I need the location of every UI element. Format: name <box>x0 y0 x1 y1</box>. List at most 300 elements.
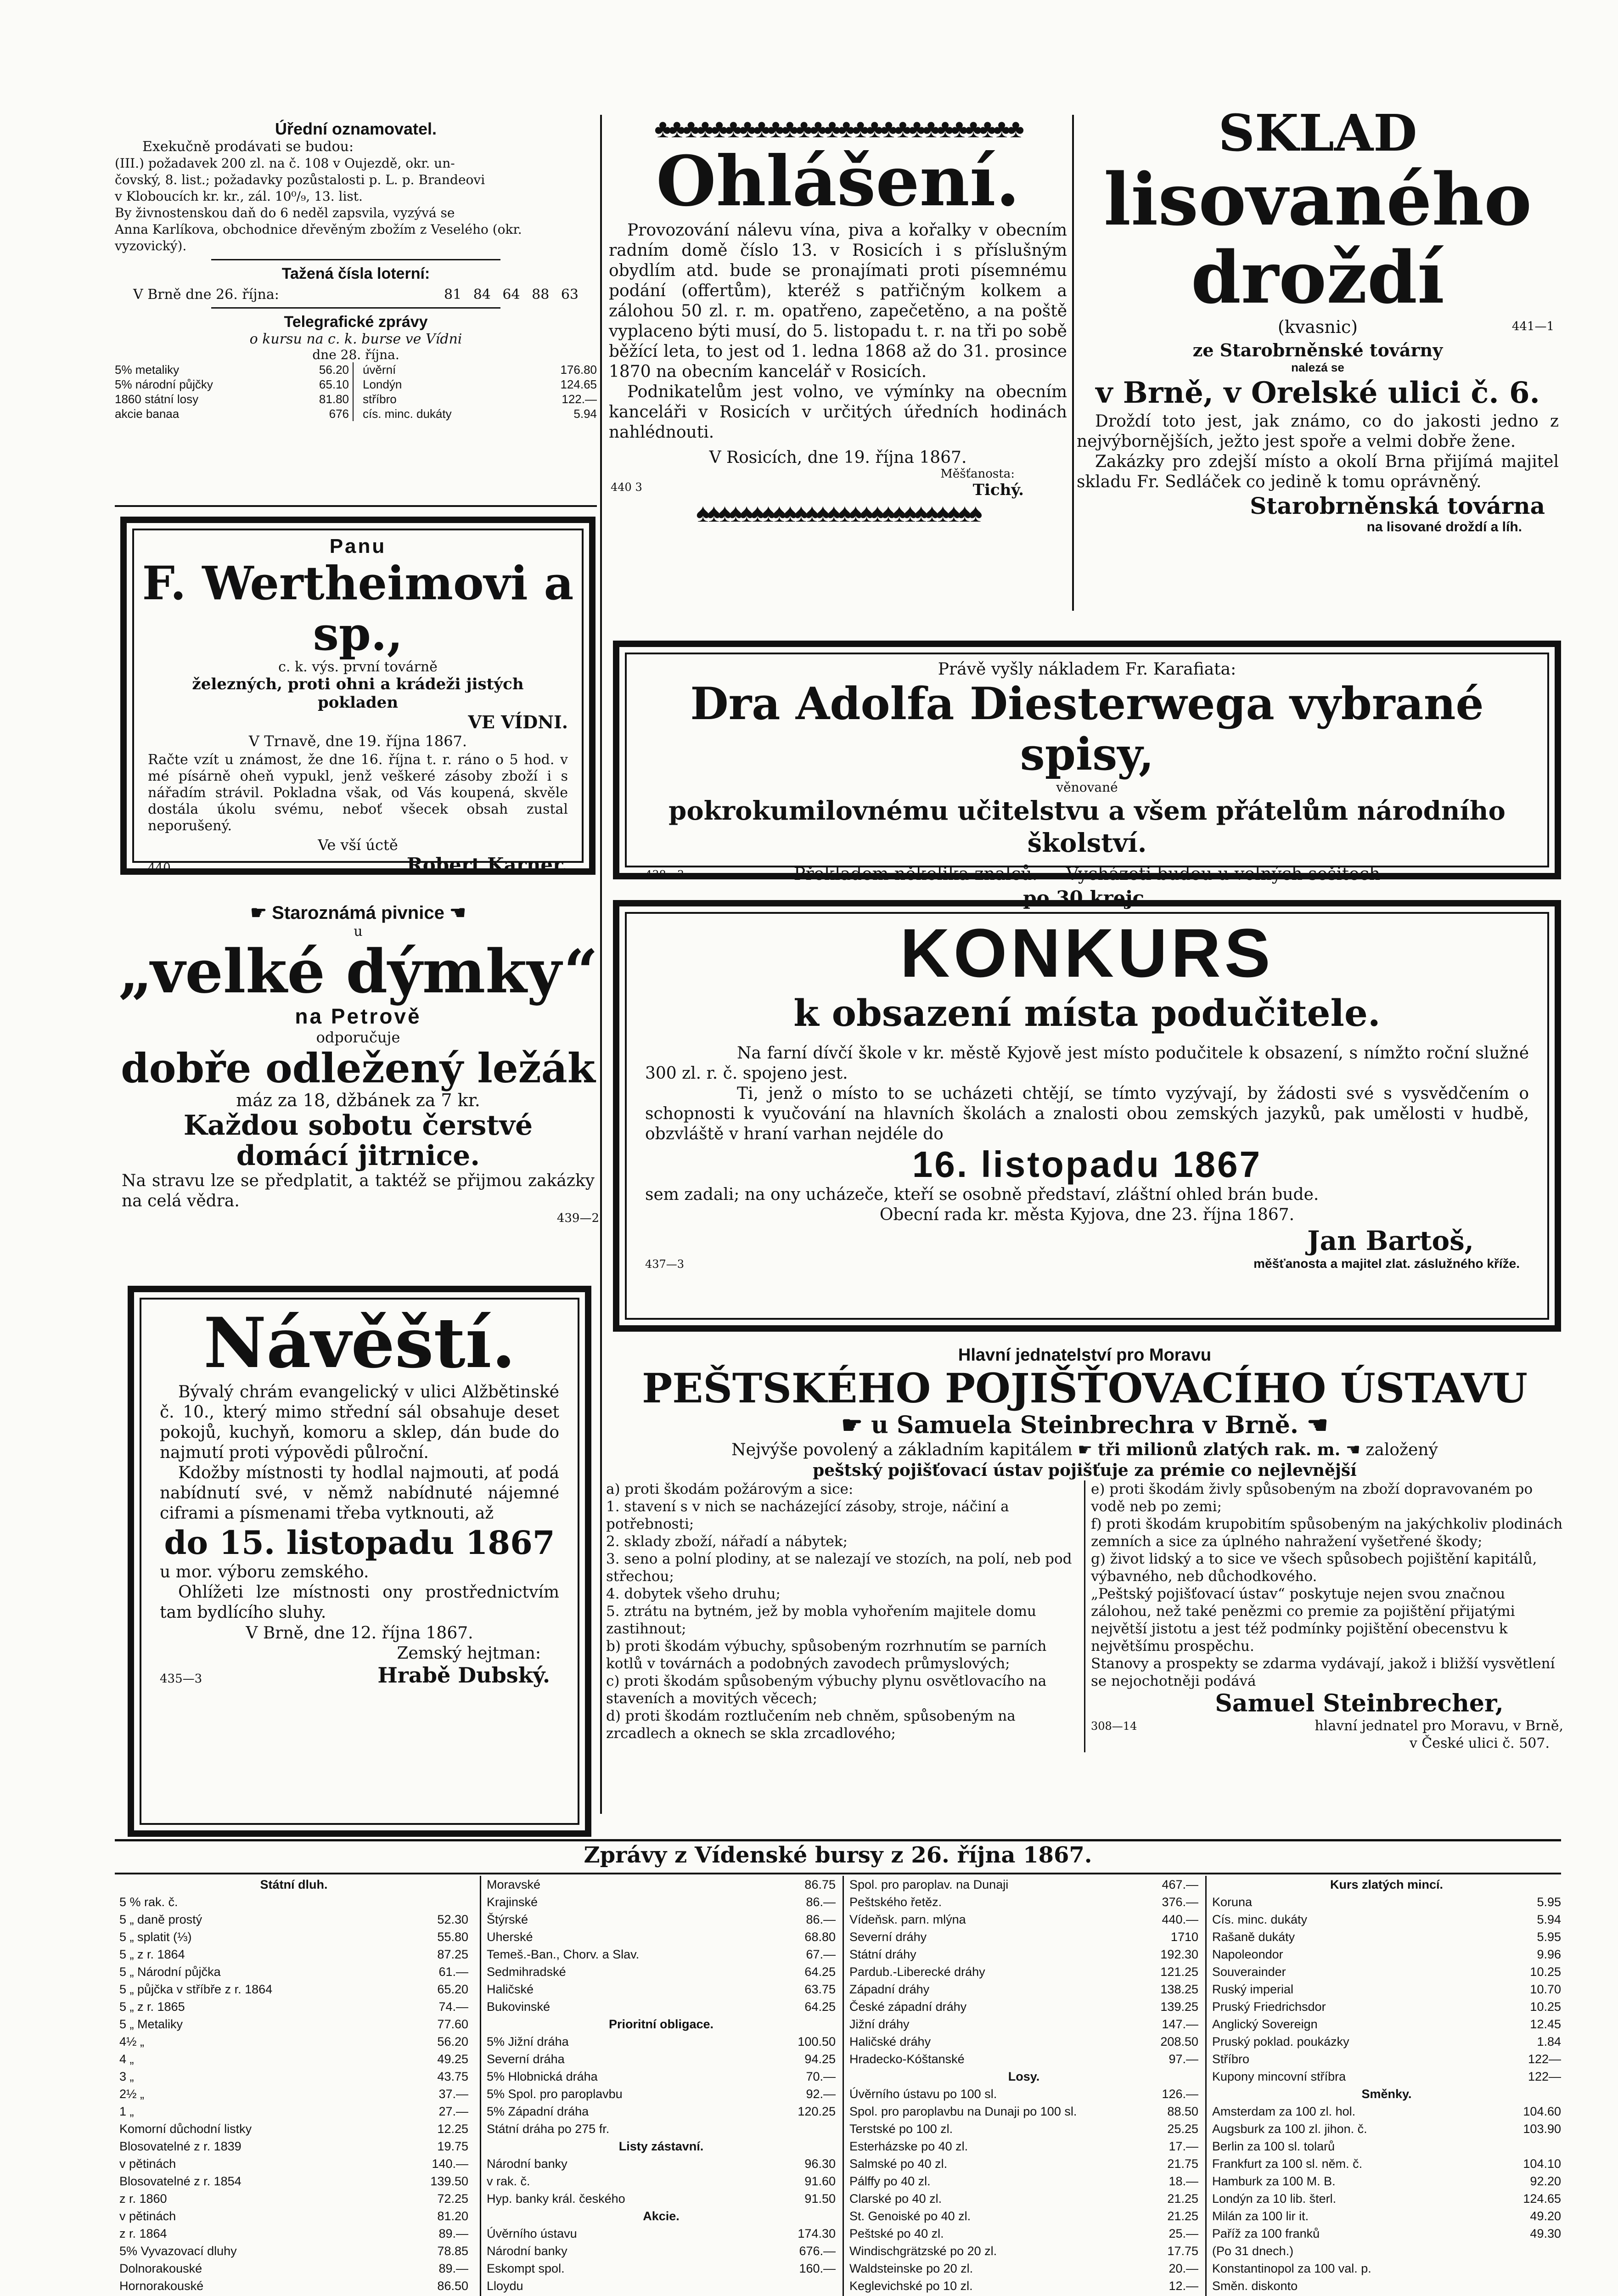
bursa-value: 96.30 <box>804 2157 836 2171</box>
bursa-label: Státní dráha po 275 fr. <box>487 2122 610 2136</box>
bursa-row <box>849 1893 1198 1911</box>
bursa-value: 64.25 <box>804 2000 836 2014</box>
bursa-label: Pruský Friedrichsdor <box>1212 2000 1326 2014</box>
telegraph-label: 1860 státní losy <box>115 392 199 406</box>
bursa-value: 1.84 <box>1537 2035 1561 2048</box>
bursa-label: Spol. pro paroplavbu na Dunaji po 100 sl. <box>849 2105 1077 2118</box>
pest-left-item: a) proti škodám požárovým a sice: <box>606 1481 854 1497</box>
bursa-label: Bukovinské <box>487 2000 551 2014</box>
pivnice-u: u <box>354 923 363 940</box>
telegraph-row <box>363 392 597 406</box>
bursa-row <box>119 2260 468 2277</box>
bursa-label: v pětinách <box>119 2157 176 2171</box>
bursa-row <box>487 2190 836 2207</box>
bursa-value: 376.— <box>1162 1895 1198 1909</box>
bursa-row <box>487 2050 836 2068</box>
bursa-row <box>487 1963 836 1981</box>
bursa-value: 92.— <box>806 2087 836 2101</box>
bursa-title: Zprávy z Vídenské bursy z 26. října 1867. <box>584 1842 1092 1868</box>
bursa-label: 5 „ daně prostý <box>119 1913 202 1926</box>
bursa-value: 86.— <box>806 1895 836 1909</box>
bursa-value: 49.25 <box>437 2052 468 2066</box>
bursa-value: 21.25 <box>1167 2209 1198 2223</box>
konkurs-signature-title: měšťanosta a majitel zlat. záslužného kříže. <box>1253 1256 1520 1271</box>
telegraph-row <box>363 362 597 377</box>
pest-right-item: f) proti škodám krupobitím spůsobeným na jakýchkoliv plodinách zemních a sice za úplného nahražení vyšetřené škody; <box>1091 1516 1563 1550</box>
telegraph-date: dne 28. října. <box>312 347 399 362</box>
bursa-value: 440.— <box>1162 1913 1198 1926</box>
bursa-label: Kupony mincovní stříbra <box>1212 2070 1346 2083</box>
bursa-value: 56.20 <box>437 2035 468 2048</box>
konkurs-date: Obecní rada kr. města Kyjova, dne 23. října 1867. <box>879 1205 1295 1224</box>
sklad-body2: Zakázky pro zdejší místo a okolí Brna přijímá majitel skladu Fr. Sedláček co jedině k tomu oprávněný. <box>1077 452 1559 491</box>
bursa-label: Koruna <box>1212 1895 1253 1909</box>
bursa-row <box>1212 2120 1561 2138</box>
bursa-row <box>119 2242 468 2260</box>
bursa-row <box>119 1893 468 1911</box>
bursa-value: 192.30 <box>1160 1947 1198 1961</box>
bursa-value: 19.75 <box>437 2139 468 2153</box>
official-notices <box>115 119 597 421</box>
bursa-row <box>849 1946 1198 1963</box>
bursa-value: 37.— <box>438 2087 468 2101</box>
bursa-label: 5 „ z r. 1864 <box>119 1947 185 1961</box>
bursa-label: Západní dráhy <box>849 1982 930 1996</box>
bursa-row <box>849 2085 1198 2103</box>
bursa-value: 64.25 <box>804 1965 836 1979</box>
bursa-state-debt-head: Státní dluh. <box>260 1878 328 1891</box>
telegraph-value: 81.80 <box>319 392 349 406</box>
bursa-label: v rak. č. <box>487 2174 530 2188</box>
pest-left-item: 5. ztrátu na bytném, jež by mobla vyhořením majitele domu zastihnout; <box>606 1603 1036 1637</box>
bursa-label: Londýn za 10 lib. šterl. <box>1212 2192 1337 2206</box>
telegraph-label: úvěrní <box>363 363 396 377</box>
bursa-label: Haličské dráhy <box>849 2035 931 2048</box>
bursa-row <box>487 2120 836 2138</box>
pointing-hand-right-icon: ☛ <box>250 903 272 923</box>
bursa-label: České západní dráhy <box>849 2000 967 2014</box>
bursa-value: 81.20 <box>437 2209 468 2223</box>
bursa-label: Windischgrätzské po 20 zl. <box>849 2244 997 2258</box>
pivnice-ad <box>117 902 599 1225</box>
bursa-row <box>487 2155 836 2172</box>
bursa-label: Severní dráha <box>487 2052 565 2066</box>
bursa-label: 5% Hlobnická dráha <box>487 2070 598 2083</box>
diesterweg-info: Překladem několika znalců. — Vycházeti budou u volných sešitech <box>793 864 1381 884</box>
bursa-label: (Po 31 dnech.) <box>1212 2244 1294 2258</box>
navesti-date-big: do 15. listopadu 1867 <box>164 1524 555 1562</box>
bursa-value: 21.25 <box>1167 2192 1198 2206</box>
bursa-row <box>119 2050 468 2068</box>
bursa-value: 86.— <box>806 1913 836 1926</box>
diesterweg-dedication: pokrokumilovnému učitelstvu a všem přátelům národního školství. <box>669 796 1506 858</box>
bursa-label: Sedmihradské <box>487 1965 566 1979</box>
bursa-row <box>119 2225 468 2242</box>
bursa-row <box>849 2207 1198 2225</box>
bursa-label: Spol. pro paroplav. na Dunaji <box>849 1878 1009 1891</box>
wertheim-panu: Panu <box>329 535 387 557</box>
telegraph-value: 176.80 <box>560 363 597 377</box>
konkurs-date-big: 16. listopadu 1867 <box>912 1144 1262 1185</box>
bursa-row <box>487 1998 836 2015</box>
navesti-body3: u mor. výboru zemského. <box>160 1563 369 1581</box>
bursa-label: Vídeňsk. parn. mlýna <box>849 1913 966 1926</box>
ohlaseni-office: Měšťanosta: <box>940 467 1015 481</box>
pest-left-item: c) proti škodám spůsobeným výbuchy plynu osvětlovacího na staveních a movitých věcech; <box>606 1673 1047 1707</box>
bursa-value: 17.75 <box>1167 2244 1198 2258</box>
pivnice-recommends: odporučuje <box>316 1029 400 1046</box>
sklad-l3: droždí <box>1191 236 1445 320</box>
bursa-row <box>1212 2225 1561 2242</box>
bursa-label: Úvěrního ústavu <box>487 2227 577 2240</box>
telegraph-row <box>363 406 597 421</box>
bursa-label: 5 „ Metaliky <box>119 2017 183 2031</box>
bursa-label: St. Genoiské po 40 zl. <box>849 2209 971 2223</box>
bursa-value: 676.— <box>799 2244 836 2258</box>
bursa-value: 140.— <box>432 2157 468 2171</box>
bursa-row <box>1212 1963 1561 1981</box>
bursa-row <box>487 1876 836 1893</box>
konkurs-body3: sem zadali; na ony ucházeče, kteří se osobně představí, zláštní ohled brán bude. <box>645 1185 1319 1204</box>
bursa-label: Hornorakouské <box>119 2279 204 2293</box>
ohlaseni-notice <box>606 115 1070 625</box>
pest-right-item: g) život lidský a to sice ve všech spůsobech pojištění kapitálů, výbavného, neb důchodkového. <box>1091 1551 1537 1585</box>
bursa-row <box>119 1928 468 1946</box>
bursa-label: 5 „ Národní půjčka <box>119 1965 221 1979</box>
bursa-label: Terstské po 100 zl. <box>849 2122 953 2136</box>
pest-left-column <box>606 1480 1085 1752</box>
bursa-label: 5 % rak. č. <box>119 1895 178 1909</box>
diesterweg-title: Dra Adolfa Diesterwega vybrané spisy, <box>690 678 1484 780</box>
bursa-row <box>849 2120 1198 2138</box>
pest-line3a: Nejvýše povolený a základním kapitálem <box>731 1441 1073 1459</box>
bursa-label: Úvěrního ústavu po 100 sl. <box>849 2087 997 2101</box>
navesti-number: 435—3 <box>160 1672 202 1686</box>
bursa-row <box>1212 1911 1561 1928</box>
wertheim-number: 440 <box>148 861 171 875</box>
pest-right-item: e) proti škodám živly spůsobeným na zboží dopravovaném po vodě neb po zemi; <box>1091 1481 1533 1515</box>
bursa-value: 21.75 <box>1167 2157 1198 2171</box>
bursa-value: 1710 <box>1170 1930 1198 1944</box>
diesterweg-price: po 30 krejc. <box>1023 887 1151 909</box>
bursa-row <box>849 1928 1198 1946</box>
bursa-row <box>849 1963 1198 1981</box>
bursa-label: Eskompt spol. <box>487 2262 565 2275</box>
bursa-label: Haličské <box>487 1982 534 1996</box>
bursa-label: Konstantinopol za 100 val. p. <box>1212 2262 1371 2275</box>
bursa-value: 104.60 <box>1523 2105 1561 2118</box>
bursa-value: 12.25 <box>437 2122 468 2136</box>
bursa-row <box>487 2277 836 2295</box>
bursa-row <box>849 2172 1198 2190</box>
bursa-label: 4½ „ <box>119 2035 145 2048</box>
bursa-value: 55.80 <box>437 1930 468 1944</box>
bursa-row <box>119 2277 468 2295</box>
wertheim-city: VE VÍDNI. <box>468 712 568 732</box>
pest-number: 308—14 <box>1091 1720 1137 1733</box>
navesti-body2: Kdožby místnosti ty hodlal najmouti, ať podá nabídnutí své, v němž nabídnuté nájemné ciframi a písmenami třeba vytknouti, až <box>160 1463 559 1523</box>
telegraph-row <box>115 392 349 406</box>
bursa-value: 104.10 <box>1523 2157 1561 2171</box>
pest-right-item: „Peštský pojišťovací ústav“ poskytuje nejen svou značnou zálohou, než také penězmi co premie za pojištění přijatými největší jistotu a jest též podmínky pojištění obecenstvu k největšímu prospěchu. <box>1091 1586 1515 1654</box>
bursa-row <box>1212 1946 1561 1963</box>
bursa-label: Augsburk za 100 zl. jihon. č. <box>1212 2122 1367 2136</box>
bursa-label: 5 „ půjčka v stříbře z r. 1864 <box>119 1982 273 1996</box>
bursa-value: 100.50 <box>798 2035 836 2048</box>
pest-left-item: 1. stavení s v nich se nacházející zásoby, stroje, náčiní a potřebnosti; <box>606 1498 1009 1532</box>
bursa-row <box>849 2277 1198 2295</box>
bursa-value: 91.60 <box>804 2174 836 2188</box>
bursa-value: 70.— <box>806 2070 836 2083</box>
bursa-state-debt <box>119 1876 468 2296</box>
pest-left-item: 4. dobytek všeho druhu; <box>606 1586 781 1602</box>
pivnice-name: „velké dýmky“ <box>118 936 598 1007</box>
telegraph-value: 5.94 <box>573 407 597 421</box>
bursa-value: 147.— <box>1162 2017 1198 2031</box>
bursa-value: 10.25 <box>1530 1965 1561 1979</box>
bursa-value: 72.25 <box>437 2192 468 2206</box>
sklad-l2: lisovaného <box>1103 158 1532 242</box>
pest-signature: Samuel Steinbrecher, <box>1215 1689 1504 1717</box>
telegraph-value: 676 <box>329 407 349 421</box>
bursa-row <box>1212 2138 1561 2155</box>
telegraph-label: cís. minc. dukáty <box>363 407 452 421</box>
wertheim-line2: železných, proti ohni a krádeži jistých <box>192 675 524 693</box>
bursa-label: Dolnorakouské <box>119 2262 202 2275</box>
bursa-row <box>119 2190 468 2207</box>
bursa-row <box>849 2190 1198 2207</box>
bursa-label: Souverainder <box>1212 1965 1286 1979</box>
bursa-row <box>487 2085 836 2103</box>
bursa-row <box>119 1998 468 2015</box>
lottery-place: V Brně dne 26. října: <box>133 287 279 303</box>
bursa-value: 67.— <box>806 1947 836 1961</box>
bursa-value: 467.— <box>1162 1878 1198 1891</box>
bursa-label: Paříž za 100 franků <box>1212 2227 1320 2240</box>
bursa-value: 74.— <box>438 2000 468 2014</box>
pivnice-number: 439—2 <box>556 1211 599 1225</box>
bursa-value: 9.96 <box>1537 1947 1561 1961</box>
telegraph-label: 5% národní půjčky <box>115 377 213 391</box>
bursa-row <box>1212 2068 1561 2085</box>
bursa-value: 5.94 <box>1537 1913 1561 1926</box>
bursa-value: 87.25 <box>437 1947 468 1961</box>
bursa-label: Komorní důchodní listky <box>119 2122 252 2136</box>
official-notices-title: Úřední oznamovatel. <box>275 119 437 138</box>
pest-line1: Hlavní jednatelství pro Moravu <box>958 1345 1212 1365</box>
bursa-label: Anglický Sovereign <box>1212 2017 1318 2031</box>
bursa-row <box>119 2155 468 2172</box>
pointing-hand-left-icon: ☚ <box>1298 1411 1328 1439</box>
telegraph-right-table <box>363 362 597 421</box>
bursa-label: Prioritní obligace. <box>608 2017 714 2031</box>
pest-insurance-ad <box>606 1345 1563 1837</box>
pest-left-item: d) proti škodám roztlučením neb chněm, spůsobeným na zrcadlech a oknech se skla zrcadlového; <box>606 1708 1016 1742</box>
wertheim-body: Račte vzít u známost, že dne 16. října t. r. ráno o 5 hod. v mé písárně oheň vypukl, jenž veškeré zásoby zboží i s nářadím strávil. Pokladna však, od Vás koupená, skvěle dostála úkolu svému, neboť všecek obsah zustal neporušený. <box>148 752 568 834</box>
bursa-row <box>849 2260 1198 2277</box>
bursa-value: 27.— <box>438 2105 468 2118</box>
bursa-row <box>1212 2242 1561 2260</box>
bursa-row <box>1212 2085 1561 2103</box>
bursa-label: Pardub.-Liberecké dráhy <box>849 1965 985 1979</box>
konkurs-signature: Jan Bartoš, <box>1307 1225 1474 1256</box>
navesti-notice <box>128 1286 591 1837</box>
bursa-row <box>119 1963 468 1981</box>
pivnice-title: Staroznámá pivnice <box>272 903 444 923</box>
bursa-value: 86.75 <box>804 1878 836 1891</box>
navesti-office: Zemský hejtman: <box>397 1644 541 1663</box>
bursa-value: 63.75 <box>804 1982 836 1996</box>
bursa-value: 139.25 <box>1160 2000 1198 2014</box>
bursa-row <box>487 1928 836 1946</box>
bursa-value: 139.50 <box>430 2174 468 2188</box>
bursa-value: 10.70 <box>1530 1982 1561 1996</box>
bursa-row <box>1212 1981 1561 1998</box>
ohlaseni-body1: Provozování nálevu vína, piva a kořalky v obecním radním domě číslo 13. v Rosicích i s příslušným obydlím atd. bude se pronajímati proti písemnému podání (offertům), kteréž s patřičným kolkem a zálohou 50 zl. r. m. opatřeno, zapečetěno, a na poště vyplaceno býti musí, do 5. listopadu t. r. na tři po sobě běžící leta, to jest od 1. ledna 1868 až do 31. prosince 1870 na obecním kancelář v Rosicích. <box>609 221 1067 381</box>
bursa-label: Lloydu <box>487 2279 523 2293</box>
bursa-row <box>119 1981 468 1998</box>
bursa-value: 17.— <box>1169 2139 1198 2153</box>
bursa-row <box>1212 2155 1561 2172</box>
wertheim-line1: c. k. výs. první továrně <box>278 659 438 675</box>
bursa-label: Akcie. <box>643 2209 680 2223</box>
bursa-label: Peštské po 40 zl. <box>849 2227 944 2240</box>
konkurs-body1: Na farní dívčí škole v kr. městě Kyjově jest místo podučitele k obsazení, s nímžto roční služné 300 zl. r. č. spojeno jest. <box>645 1044 1529 1083</box>
bursa-row <box>119 2207 468 2225</box>
bursa-label: Napoleondor <box>1212 1947 1283 1961</box>
bursa-row <box>119 2085 468 2103</box>
bursa-label: Štýrské <box>487 1913 528 1926</box>
official-notices-body <box>115 155 597 254</box>
ohlaseni-body2: Podnikatelům jest volno, ve výmínky na obecním kanceláři v Rosicích v určitých úředních hodinách nahlédnouti. <box>609 383 1067 442</box>
bursa-label: Amsterdam za 100 zl. hol. <box>1212 2105 1356 2118</box>
bursa-label: Keglevichské po 10 zl. <box>849 2279 973 2293</box>
bursa-row <box>487 2138 836 2155</box>
bursa-label: Clarské po 40 zl. <box>849 2192 942 2206</box>
bursa-value: 124.65 <box>1523 2192 1561 2206</box>
bursa-row <box>487 2015 836 2033</box>
pivnice-strava: Na stravu lze se předplatit, a taktéž se přijmou zakázky na celá vědra. <box>122 1171 595 1210</box>
konkurs-number: 437—3 <box>645 1258 685 1271</box>
bursa-gold-coins-head: Kurs zlatých mincí. <box>1330 1878 1444 1891</box>
bursa-label: Hyp. banky král. českého <box>487 2192 625 2206</box>
telegraph-row <box>115 406 349 421</box>
wertheim-signature: Robert Karner. <box>406 854 568 876</box>
bursa-value: 49.20 <box>1530 2209 1561 2223</box>
bursa-row <box>487 2068 836 2085</box>
ohlaseni-number: 440 3 <box>611 481 642 494</box>
bursa-row <box>1212 2033 1561 2050</box>
ohlaseni-date: V Rosicích, dne 19. října 1867. <box>709 448 967 467</box>
diesterweg-number: 438—3 <box>645 868 685 881</box>
bursa-value: 10.25 <box>1530 2000 1561 2014</box>
official-notice-line: By živnostenskou daň do 6 neděl zapsvila, vyzývá se <box>115 205 455 220</box>
ohlaseni-signature: Tichý. <box>972 481 1024 499</box>
diesterweg-venovane: věnované <box>1056 780 1118 795</box>
pest-left-item: b) proti škodám výbuchy, spůsobeným rozrhnutím se parních kotlů v továrnách a podobných zavodech průmyslových; <box>606 1638 1047 1672</box>
konkurs-notice <box>613 900 1561 1332</box>
bursa-row <box>487 2207 836 2225</box>
bursa-label: 5% Vyvazovací dluhy <box>119 2244 237 2258</box>
pest-line3c: založený <box>1365 1441 1438 1459</box>
bursa-row <box>119 2033 468 2050</box>
bursa-row <box>849 1876 1198 1893</box>
navesti-title: Návěští. <box>203 1303 516 1384</box>
sklad-l4: ze Starobrněnské továrny <box>1192 340 1443 360</box>
bursa-label: Cís. minc. dukáty <box>1212 1913 1308 1926</box>
bursa-value: 86.50 <box>437 2279 468 2293</box>
telegraph-label: stříbro <box>363 392 397 406</box>
wertheim-greeting: Ve vší úctě <box>318 836 398 854</box>
bursa-label: Hamburk za 100 M. B. <box>1212 2174 1336 2188</box>
bursa-row <box>119 2068 468 2085</box>
bursa-value: 20.— <box>1169 2262 1198 2275</box>
telegraph-value: 56.20 <box>319 363 349 377</box>
bursa-label: Státní dráhy <box>849 1947 916 1961</box>
bursa-label: 5% Jižní dráha <box>487 2035 569 2048</box>
bursa-row <box>487 1911 836 1928</box>
diesterweg-lead: Právě vyšly nákladem Fr. Karafiata: <box>938 660 1236 679</box>
bursa-row <box>119 1911 468 1928</box>
pivnice-saturday: Každou sobotu čerstvé domácí jitrnice. <box>183 1109 533 1172</box>
bursa-row <box>849 1911 1198 1928</box>
bursa-row <box>1212 2015 1561 2033</box>
lottery-numbers: 81 84 64 88 63 <box>444 287 579 303</box>
bursa-label: Hradecko-Kóštanské <box>849 2052 965 2066</box>
konkurs-title: KONKURS <box>900 914 1274 991</box>
bursa-row <box>1212 1928 1561 1946</box>
bursa-row <box>849 2050 1198 2068</box>
pest-sign3: v České ulici č. 507. <box>1409 1735 1550 1751</box>
pest-title: PEŠTSKÉHO POJIŠŤOVACÍHO ÚSTAVU <box>642 1364 1528 1412</box>
official-notice-line: Anna Karlíkova, obchodnice dřevěným zbožím z Veselého (okr. <box>115 222 522 237</box>
pest-line2: u Samuela Steinbrechra v Brně. <box>871 1411 1298 1439</box>
pivnice-place: na Petrově <box>295 1004 421 1028</box>
bursa-row <box>487 2033 836 2050</box>
bursa-value: 88.50 <box>1167 2105 1198 2118</box>
bursa-row <box>849 2138 1198 2155</box>
bursa-value: 94.25 <box>804 2052 836 2066</box>
telegraph-label: Londýn <box>363 377 402 391</box>
bursa-value: 208.50 <box>1160 2035 1198 2048</box>
bursa-value: 160.— <box>799 2262 836 2275</box>
wertheim-line3: pokladen <box>317 693 399 712</box>
bursa-label: 5 „ splatit (⅓) <box>119 1930 192 1944</box>
konkurs-body2: Ti, jenž o místo to se ucházeti chtějí, se tímto vyzývají, by žádosti své s vysvědčením o schopnosti k vyučování na hlavních školách a znalosti obou zemských jazyků, pak umělosti v hudbě, obzvláště v hraní varhan nejdéle do <box>645 1084 1529 1143</box>
bursa-row <box>487 2260 836 2277</box>
bursa-row <box>1212 2050 1561 2068</box>
bursa-label: Uherské <box>487 1930 533 1944</box>
telegraph-label: 5% metaliky <box>115 363 180 377</box>
official-notice-line: vyzovický). <box>115 238 187 253</box>
pest-line4: peštský pojišťovací ústav pojišťuje za prémie co nejlevnější <box>813 1461 1357 1480</box>
bursa-value: 12.— <box>1169 2279 1198 2293</box>
bursa-obligations <box>487 1876 836 2295</box>
bursa-label: Jižní dráhy <box>849 2017 910 2031</box>
bursa-label: Frankfurt za 100 sl. něm. č. <box>1212 2157 1363 2171</box>
bursa-value: 89.— <box>438 2227 468 2240</box>
bursa-row <box>119 2172 468 2190</box>
wertheim-name: F. Wertheimovi a sp., <box>142 556 574 661</box>
bursa-value: 174.30 <box>798 2227 836 2240</box>
bursa-label: Směnky. <box>1361 2087 1412 2101</box>
bursa-row <box>849 1981 1198 1998</box>
pivnice-price: máz za 18, džbánek za 7 kr. <box>236 1090 480 1110</box>
bursa-label: Severní dráhy <box>849 1930 927 1944</box>
bursa-row <box>487 2172 836 2190</box>
bursa-row <box>849 2103 1198 2120</box>
telegraph-title: Telegrafické zprávy <box>284 313 428 331</box>
